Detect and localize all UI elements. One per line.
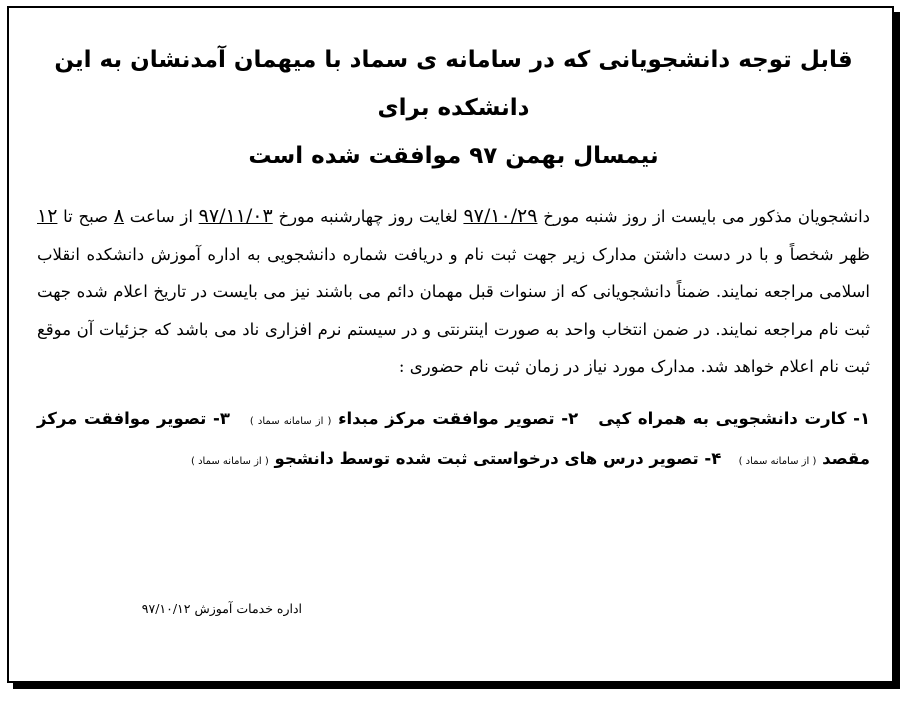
body-part-5: ظهر شخصاً و با در دست داشتن مدارک زیر جهت ثبت نام و دریافت شماره دانشجویی به اداره آموزش دانشکده انقلاب اسلامی مراجعه نمایند. ضمناً دانشجویانی که از سنوات قبل مهمان دائم می باشند نیز می بایست در تاریخ اعلام شده جهت ثبت نام مراجعه نمایند. در ضمن انتخاب واحد به صورت اینترنتی و در سیستم نرم افزاری ناد می باشد که جزئیات آن موقع ثبت نام اعلام خواهد شد. مدارک مورد نیاز در زمان ثبت نام حضوری : <box>37 244 870 376</box>
document-item-2: ۲- تصویر موافقت مرکز مبداء <box>338 408 579 428</box>
notice-content <box>37 8 870 481</box>
notice-frame <box>7 6 894 683</box>
notice-title <box>37 36 870 180</box>
body-part-2: لغایت روز چهارشنبه مورخ <box>278 207 458 226</box>
notice-footer <box>142 601 302 616</box>
hour-to: ۱۲ <box>37 205 58 227</box>
title-line-2: نیمسال بهمن ۹۷ موافقت شده است <box>248 143 659 169</box>
date-to: ۹۷/۱۱/۰۳ <box>198 205 273 227</box>
date-from: ۹۷/۱۰/۲۹ <box>463 205 538 227</box>
footer-office: اداره خدمات آموزش <box>194 601 302 616</box>
title-line-1: قابل توجه دانشجویانی که در سامانه ی سماد با میهمان آمدنشان به این دانشکده برای <box>54 47 853 121</box>
document-item-3-source: ( از سامانه سماد ) <box>738 456 817 467</box>
document-item-4: ۴- تصویر درس های درخواستی ثبت شده توسط دانشجو <box>274 449 722 468</box>
footer-date: ۹۷/۱۰/۱۲ <box>141 601 191 616</box>
document-item-2-source: ( از سامانه سماد ) <box>249 415 332 427</box>
document-item-1: ۱- کارت دانشجویی به همراه کپی <box>598 408 871 428</box>
hour-from: ۸ <box>113 205 125 227</box>
body-part-4: صبح تا <box>63 207 109 226</box>
notice-body <box>37 198 870 386</box>
body-part-3: از ساعت <box>129 207 193 226</box>
required-documents-list <box>37 400 870 481</box>
document-item-3: ۳- تصویر موافقت مرکز مقصد <box>37 408 870 468</box>
document-item-4-source: ( از سامانه سماد ) <box>191 456 269 467</box>
body-part-1: دانشجویان مذکور می بایست از روز شنبه مورخ <box>543 207 870 226</box>
